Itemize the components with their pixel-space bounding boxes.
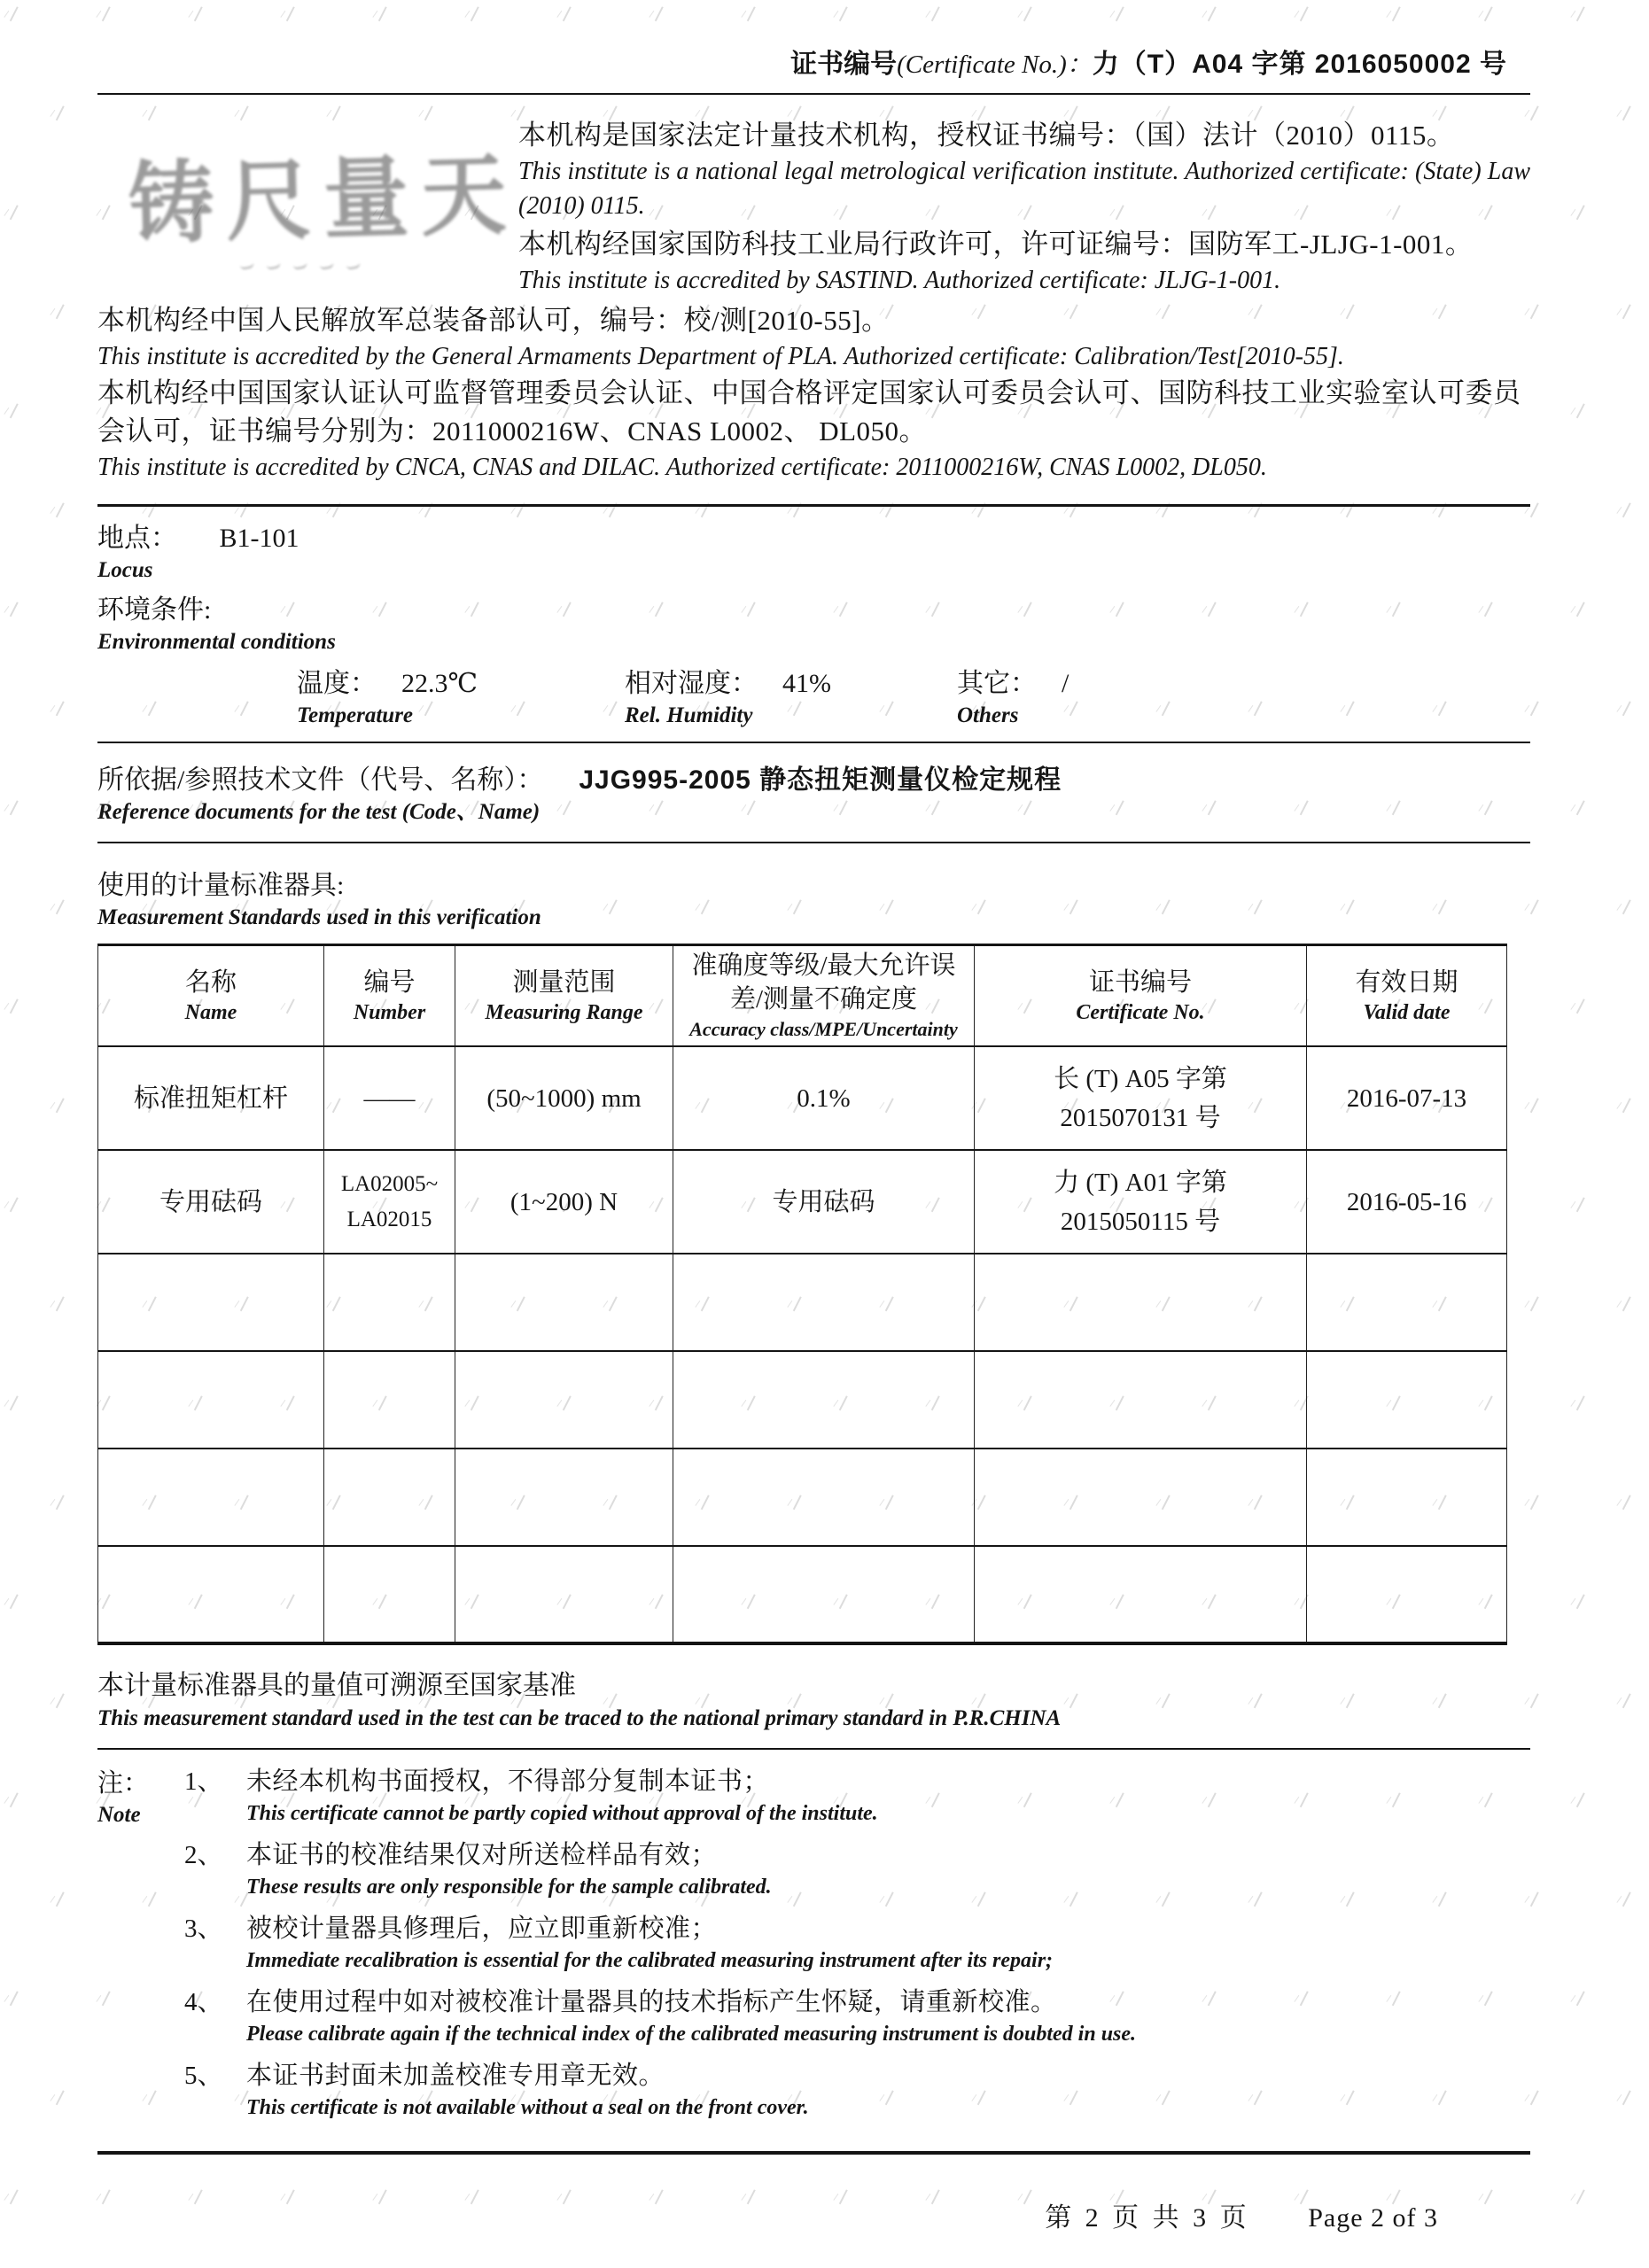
env-label-cn: 环境条件: [97,595,212,625]
section-divider-3 [97,842,1530,843]
note-item [184,2058,1530,2123]
note-item [184,1911,1530,1976]
reference-line [97,757,1530,798]
accreditation-p4-cn: 本机构经中国国家认证认可监督管理委员会认证、中国合格评定国家认可委员会认可、国防科技工业实验室认可委员会认可，证书编号分别为：2011000216W、CNAS L0002、 DL050。 [97,377,1521,447]
calligraphy-logo-text: 铸尺量天 [127,145,520,255]
reference-value: JJG995-2005 静态扭矩测量仪检定规程 [579,765,1062,795]
traceability-en: This measurement standard used in the test can be traced to the national primary standard in P.R.CHINA [97,1706,1062,1730]
note-text-cn: 被校计量器具修理后，应立即重新校准； [246,1915,718,1943]
temperature-label-cn: 温度： [297,669,377,698]
cell-accuracy: 0.1% [673,1046,975,1150]
notes-label-en: Note [97,1803,141,1827]
col-accuracy: 准确度等级/最大允许误差/测量不确定度 Accuracy class/MPE/Uncertainty [673,945,975,1047]
col-number: 编号 Number [324,945,455,1047]
certificate-no-label-en: (Certificate No.)： [897,50,1093,79]
note-number: 4、 [184,1988,223,2016]
accreditation-p2-cn: 本机构经国家国防科技工业局行政许可，许可证编号：国防军工-JLJG-1-001。 [518,229,1474,260]
note-number: 3、 [184,1915,223,1943]
reference-label-en: Reference documents for the test (Code、Name) [97,800,541,824]
note-text-en: This certificate is not available without a seal on the front cover. [246,2096,809,2119]
cell-number: LA02005~ LA02015 [324,1150,455,1254]
table-row-empty [98,1449,1507,1546]
standards-title-en: Measurement Standards used in this verification [97,905,541,929]
note-number: 1、 [184,1767,223,1796]
standards-block [97,868,1530,1645]
locus-value: B1-101 [219,524,299,553]
section-divider-2 [97,742,1530,743]
notes-label [97,1766,149,1829]
cell-name: 标准扭矩杠杆 [98,1046,324,1150]
note-text-en: This certificate cannot be partly copied without approval of the institute. [246,1802,878,1825]
env-values-row [297,666,1530,729]
notes-block [97,1764,1530,2123]
table-row-empty [98,1351,1507,1449]
accreditation-p4-en: This institute is accredited by CNCA, CNAS and DILAC. Authorized certificate: 2011000216W, CNAS L0002, DL050. [97,454,1267,481]
reference-label-cn: 所依据/参照技术文件（代号、名称）： [97,765,544,795]
standards-table-header-row [98,945,1507,1047]
page-footer [1045,2195,1438,2234]
cell-certificate: 长 (T) A05 字第 2015070131 号 [975,1046,1307,1150]
table-row-empty [98,1254,1507,1351]
cell-range: (1~200) N [455,1150,673,1254]
note-item [184,1837,1530,1902]
note-text-cn: 本证书封面未加盖校准专用章无效。 [246,2062,665,2090]
accreditation-p1-cn: 本机构是国家法定计量技术机构，授权证书编号：（国）法计（2010）0115。 [518,120,1455,151]
accreditation-p3-cn: 本机构经中国人民解放军总装备部认可，编号：校/测[2010-55]。 [97,305,890,336]
accreditation-col [518,116,1530,299]
note-text-en: Immediate recalibration is essential for the calibrated measuring instrument after its repair; [246,1949,1054,1972]
calligraphy-logo-signature [239,256,360,269]
temperature-label-en: Temperature [297,703,414,727]
others-value: / [1062,669,1070,698]
institute-logo [97,116,518,299]
certificate-number-header [97,46,1530,82]
section-divider-1 [97,504,1530,507]
note-number: 5、 [184,2062,223,2090]
traceability-cn: 本计量标准器具的量值可溯源至国家基准 [97,1671,576,1700]
page-number-en: Page 2 of 3 [1308,2203,1438,2233]
cell-number: —— [324,1046,455,1150]
locus-label-cn: 地点： [97,524,177,553]
env-temperature [297,666,625,729]
accreditation-full [97,301,1530,485]
certificate-no-label-cn: 证书编号 [790,50,898,79]
others-label-en: Others [957,703,1019,727]
temperature-value: 22.3℃ [401,669,478,698]
col-certificate-no: 证书编号 Certificate No. [975,945,1307,1047]
standards-table [97,944,1507,1645]
col-valid-date: 有效日期 Valid date [1307,945,1507,1047]
note-text-cn: 本证书的校准结果仅对所送检样品有效； [246,1841,718,1869]
cell-valid-date: 2016-07-13 [1307,1046,1507,1150]
col-measuring-range: 测量范围 Measuring Range [455,945,673,1047]
note-text-cn: 在使用过程中如对被校准计量器具的技术指标产生怀疑，请重新校准。 [246,1988,1057,2016]
note-text-cn: 未经本机构书面授权，不得部分复制本证书； [246,1767,770,1796]
environment-block [97,593,1530,729]
accreditation-p2-en: This institute is accredited by SASTIND. Authorized certificate: JLJG-1-001. [518,267,1281,294]
footer-divider [97,2151,1530,2155]
table-row [98,1150,1507,1254]
reference-block [97,757,1530,826]
note-text-en: Please calibrate again if the technical index of the calibrated measuring instrument is doubted in use. [246,2023,1137,2046]
certificate-no-value: 力（T）A04 字第 2016050002 号 [1092,50,1507,79]
humidity-label-en: Rel. Humidity [625,703,753,727]
others-label-cn: 其它： [957,669,1037,698]
cell-valid-date: 2016-05-16 [1307,1150,1507,1254]
env-others [957,666,1069,729]
table-row-empty [98,1546,1507,1643]
notes-label-cn: 注： [97,1769,150,1798]
col-name: 名称 Name [98,945,324,1047]
standards-title-cn: 使用的计量标准器具: [97,871,345,900]
header-divider [97,93,1530,95]
cell-certificate: 力 (T) A01 字第 2015050115 号 [975,1150,1307,1254]
accreditation-p1-en: This institute is a national legal metrological verification institute. Authorized certificate: (State) Law (2010) 0115. [518,158,1530,220]
accreditation-p3-en: This institute is accredited by the General Armaments Department of PLA. Authorized certificate: Calibration/Test[2010-55]. [97,343,1344,370]
table-row [98,1046,1507,1150]
cell-accuracy: 专用砝码 [673,1150,975,1254]
note-number: 2、 [184,1841,223,1869]
accreditation-intro [97,116,1530,299]
location-block [97,521,1530,584]
note-item [184,1984,1530,2049]
env-humidity [625,666,957,729]
page-number-cn: 第 2 页 共 3 页 [1045,2203,1250,2233]
note-text-en: These results are only responsible for the sample calibrated. [246,1876,772,1899]
env-label-en: Environmental conditions [97,630,336,654]
locus-line [97,521,1530,556]
humidity-value: 41% [782,669,831,698]
section-divider-4 [97,1748,1530,1750]
humidity-label-cn: 相对湿度： [625,669,758,698]
locus-label-en: Locus [97,558,153,582]
cell-range: (50~1000) mm [455,1046,673,1150]
note-item [184,1764,1530,1829]
cell-name: 专用砝码 [98,1150,324,1254]
